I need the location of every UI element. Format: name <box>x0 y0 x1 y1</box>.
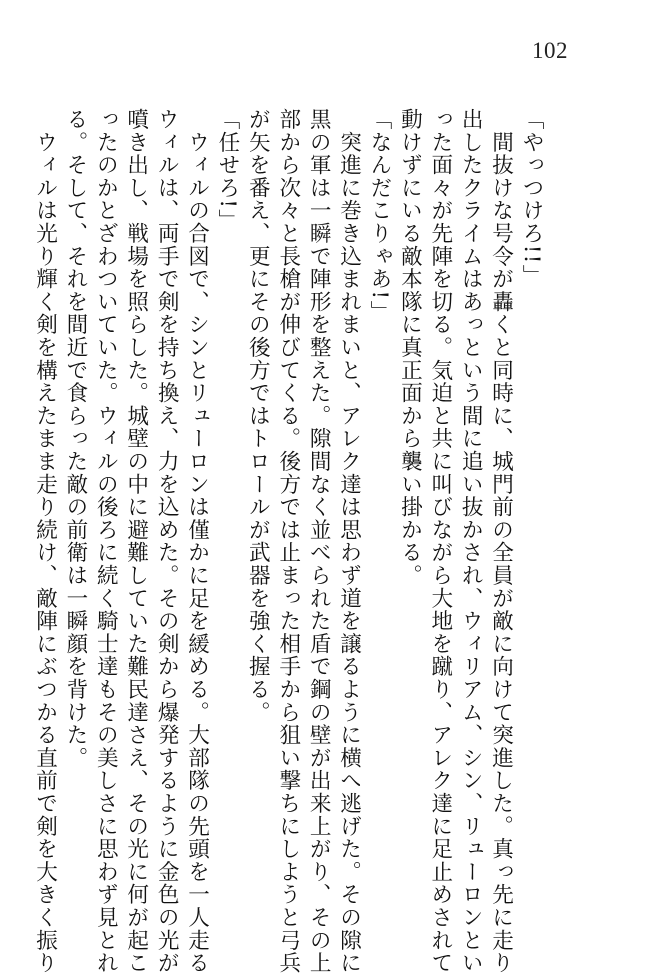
text-line: 「やっつけろ!!」 <box>519 108 544 288</box>
text-line: ウィルは、両手で剣を持ち換え、力を込めた。その剣から爆発するように金色の光が <box>154 108 180 974</box>
body-text <box>29 108 546 974</box>
page-number: 102 <box>532 38 568 63</box>
text-line: ウィルは光り輝く剣を構えたまま走り続け、敵陣にぶつかる直前で剣を大きく振り <box>32 108 58 974</box>
text-line: 出したクライムはあっという間に追い抜かされ、ウィリアム、シン、リューロンとい <box>458 108 484 974</box>
text-line: 突進に巻き込まれまいと、アレク達は思わず道を譲るように横へ逃げた。その隙に <box>336 108 362 974</box>
text-line: が矢を番え、更にその後方ではトロールが武器を強く握る。 <box>245 108 271 724</box>
text-line: 動けずにいる敵本隊に真正面から襲い掛かる。 <box>397 108 423 587</box>
text-line: ったのかとざわついていた。ウィルの後ろに続く騎士達もその美しさに思わず見とれ <box>93 108 119 974</box>
text-line: 部から次々と長槍が伸びてくる。後方では止まった相手から狙い撃ちにしようと弓兵 <box>275 108 301 974</box>
text-line: 黒の軍は一瞬で陣形を整えた。隙間なく並べられた盾で鋼の壁が出来上がり、その上 <box>306 108 332 974</box>
text-line: ウィルの合図で、シンとリューロンは僅かに足を緩める。大部隊の先頭を一人走る <box>184 108 210 974</box>
text-line: った面々が先陣を切る。気迫と共に叫びながら大地を蹴り、アレク達に足止めされて <box>427 108 453 974</box>
text-line: 「任せろ!」 <box>214 108 240 232</box>
text-line: 間抜けな号令が轟くと同時に、城門前の全員が敵に向けて突進した。真っ先に走り <box>488 108 514 974</box>
text-line: 噴き出し、戦場を照らした。城壁の中に避難していた難民達さえ、その光に何が起こ <box>123 108 149 974</box>
text-line: る。そして、それを間近で食らった敵の前衛は一瞬顔を背けた。 <box>62 108 88 770</box>
text-line: 「なんだこりゃあ!」 <box>366 108 392 324</box>
